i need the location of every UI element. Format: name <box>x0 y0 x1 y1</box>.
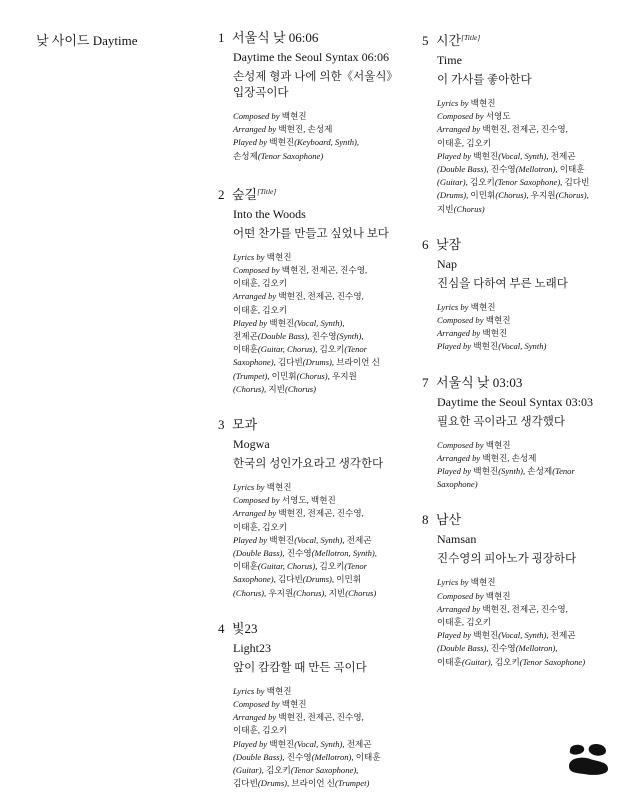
credit-line <box>233 370 408 383</box>
credit-role: (Mellotron), <box>515 643 558 654</box>
tracklist-column-right <box>422 29 622 689</box>
credit-line <box>233 587 408 600</box>
credit-role: (Double Bass), <box>233 548 285 559</box>
credit-name: 진수영 <box>284 751 312 762</box>
credit-name: 백현진 <box>471 341 499 352</box>
credit-name: 백현진, 전제곤, 진수영, <box>279 265 368 276</box>
credit-name: 진수영 <box>309 331 337 342</box>
credit-name: 이태훈 <box>437 656 462 667</box>
credit-role: (Guitar, Chorus), <box>257 561 318 572</box>
track-title-english: Namsan <box>437 532 477 547</box>
track-credits <box>437 301 622 354</box>
credit-role: (Synth), <box>498 466 526 477</box>
credit-line <box>233 573 408 586</box>
credit-name: 손성제 <box>525 466 553 477</box>
track-3 <box>218 416 408 600</box>
credit-role: (Vocal, Synth) <box>498 341 547 352</box>
track-credits <box>233 685 408 791</box>
credit-name: 백현진 <box>264 685 292 696</box>
credit-line <box>233 711 408 724</box>
credit-role: Arranged by <box>233 124 277 135</box>
track-number: 7 <box>422 374 429 390</box>
track-number: 2 <box>218 186 225 202</box>
credit-line <box>437 110 622 123</box>
credit-name: 백현진 <box>480 328 508 339</box>
title-track-tag: [Title] <box>257 186 277 196</box>
track-title-line <box>422 374 622 391</box>
credit-line <box>437 301 622 314</box>
credit-role: (Guitar), <box>437 177 468 188</box>
credit-name: 이태훈 <box>557 164 585 175</box>
credit-line <box>233 290 408 303</box>
credit-line <box>233 251 408 264</box>
title-track-tag: [Title] <box>461 33 481 42</box>
credit-line <box>233 264 408 277</box>
credit-name: 전제곤 <box>548 150 576 161</box>
credit-line <box>233 277 408 290</box>
credit-role: Played by <box>233 137 268 148</box>
credit-name: 전제곤 <box>233 331 258 342</box>
track-number: 3 <box>218 417 225 433</box>
credit-role: Saxophone), <box>233 574 276 585</box>
credit-line <box>437 150 622 163</box>
track-number: 4 <box>218 620 225 636</box>
credit-role: Lyrics by <box>233 251 265 262</box>
credit-name: 김다빈 <box>233 778 258 789</box>
credit-name: 이민휘 <box>468 190 496 201</box>
credit-name: 진수영 <box>488 643 516 654</box>
credit-role: (Chorus) <box>345 587 377 598</box>
credit-role: (Guitar), <box>233 765 264 776</box>
credit-name: 이태훈 <box>353 751 381 762</box>
credit-role: (Drums), <box>302 357 335 368</box>
credit-name: 이태훈, 김오키 <box>233 278 288 289</box>
credit-line <box>233 534 408 547</box>
credit-line <box>233 494 408 507</box>
credit-line <box>233 507 408 520</box>
credit-name: 서영도, 백현진 <box>279 495 336 506</box>
credit-name: 김오키 <box>467 177 495 188</box>
credit-name: 백현진 <box>468 98 496 108</box>
credit-name: 김다빈 <box>275 357 303 368</box>
track-title-line <box>218 183 408 203</box>
credit-line <box>437 137 622 150</box>
track-7 <box>422 374 622 492</box>
credit-line <box>437 340 622 353</box>
track-1 <box>218 29 408 163</box>
credit-role: (Double Bass), <box>233 751 285 762</box>
credit-role: (Vocal, Synth), <box>294 738 345 749</box>
track-note: 진수영의 피아노가 굉장하다 <box>437 553 577 566</box>
track-title-english: Time <box>437 53 462 67</box>
track-title: 모과 <box>232 417 258 433</box>
side-title: 낮 사이드 Daytime <box>36 33 138 48</box>
credit-name: 백현진 <box>267 738 295 749</box>
credit-name: 백현진 <box>468 301 496 312</box>
credit-line <box>233 521 408 534</box>
credit-name: 백현진 <box>483 439 511 450</box>
credit-role: (Double Bass), <box>437 643 489 654</box>
credit-role: (Tenor Saxophone), <box>290 765 359 776</box>
credit-role: Played by <box>233 534 268 545</box>
credit-role: Played by <box>233 738 268 749</box>
credit-line <box>437 163 622 176</box>
credit-name: 백현진, 전제곤, 진수영, <box>480 603 568 614</box>
credit-line <box>233 547 408 560</box>
track-title-line <box>218 620 408 637</box>
credit-role: (Tenor Saxophone) <box>257 150 324 161</box>
credit-role: (Drums), <box>302 574 335 585</box>
credit-name: 이태훈 <box>233 344 258 355</box>
credit-role: Played by <box>437 630 472 641</box>
credit-name: 전제곤 <box>344 534 372 545</box>
credit-role: Composed by <box>233 111 280 121</box>
track-2 <box>218 183 408 396</box>
track-title-line <box>422 236 622 253</box>
credit-role: Lyrics by <box>437 577 469 588</box>
credit-role: (Vocal, Synth), <box>498 630 549 641</box>
credit-role: Composed by <box>233 495 280 506</box>
credit-role: (Mellotron), <box>311 751 354 762</box>
track-credits <box>437 576 622 668</box>
credit-role: (Drums), <box>437 190 469 201</box>
credit-name: 백현진 <box>267 137 295 148</box>
credit-name: 우지원 <box>266 587 294 598</box>
credit-name: 이민휘 <box>334 574 362 585</box>
credit-role: Composed by <box>437 590 484 601</box>
credit-role: (Drums), <box>257 778 290 789</box>
tracklist-column-left <box>218 29 408 811</box>
credit-role: (Double Bass), <box>437 164 489 175</box>
credit-name: 전제곤 <box>344 738 372 749</box>
credit-role: (Chorus) <box>284 383 316 394</box>
credit-role: (Chorus), <box>296 370 330 381</box>
track-title-english: Into the Woods <box>233 206 306 221</box>
credit-name: 이민휘 <box>269 370 297 381</box>
track-title: 서울식 낮 06:06 <box>232 30 319 45</box>
track-number: 1 <box>218 30 225 45</box>
credit-role: (Trumpet) <box>335 778 370 789</box>
credit-name: 백현진 <box>267 534 295 545</box>
credit-name: 백현진 <box>471 466 499 477</box>
credit-name: 백현진 <box>264 482 292 493</box>
credit-name: 백현진 <box>279 111 307 121</box>
credit-role: Composed by <box>233 699 280 710</box>
credit-line <box>233 136 408 149</box>
credit-name: 백현진 <box>267 317 295 328</box>
track-title-english: Light23 <box>233 640 271 655</box>
credit-role: Arranged by <box>233 508 277 519</box>
credit-name: 김다빈 <box>275 574 303 585</box>
credit-name: 백현진, 손성제 <box>480 452 537 463</box>
track-title-line <box>218 29 408 46</box>
credit-name: 우지원 <box>329 370 357 381</box>
credit-role: (Double Bass), <box>257 331 310 342</box>
credit-role: (Chorus), <box>495 190 529 201</box>
track-credits <box>437 439 622 492</box>
track-title: 서울식 낮 03:03 <box>436 374 523 390</box>
credit-name: 김오키 <box>317 561 345 572</box>
credit-role: Arranged by <box>437 452 481 463</box>
credit-role: Arranged by <box>437 124 481 135</box>
credit-name: 이태훈, 김오키 <box>233 725 288 736</box>
credit-role: Arranged by <box>233 712 277 723</box>
track-credits <box>233 110 408 163</box>
credit-line <box>233 383 408 396</box>
credit-name: 백현진 <box>483 590 511 601</box>
credit-line <box>233 698 408 711</box>
credit-line <box>233 317 408 330</box>
track-note: 진심을 다하여 부른 노래다 <box>437 277 568 290</box>
credit-line <box>437 576 622 589</box>
credit-role: (Chorus), <box>555 190 589 201</box>
track-note: 한국의 성인가요라고 생각한다 <box>233 458 384 471</box>
credit-name: 백현진, 전제곤, 진수영, <box>480 124 568 135</box>
credit-name: 백현진 <box>471 630 499 641</box>
track-4 <box>218 620 408 791</box>
credit-role: (Vocal, Synth), <box>294 534 345 545</box>
credit-name: 백현진, 손성제 <box>276 124 333 135</box>
credit-line <box>233 123 408 136</box>
credit-line <box>233 738 408 751</box>
track-title: 시간 <box>436 33 462 48</box>
credit-role: Played by <box>437 466 472 477</box>
credit-name: 백현진 <box>483 315 511 326</box>
track-8 <box>422 511 622 668</box>
track-number: 8 <box>422 512 429 528</box>
credit-line <box>233 685 408 698</box>
credit-name: 김오키 <box>492 656 520 667</box>
track-title-line <box>422 29 622 49</box>
track-number: 6 <box>422 236 429 252</box>
credit-line <box>233 777 408 790</box>
credit-line <box>437 327 622 340</box>
credit-role: Lyrics by <box>233 482 265 493</box>
credit-name: 손성제 <box>233 150 258 161</box>
track-note: 앞이 캄캄할 때 만든 곡이다 <box>233 661 367 674</box>
credit-name: 전제곤 <box>548 630 576 641</box>
credit-role: Composed by <box>437 315 484 326</box>
credit-role: Composed by <box>233 265 280 276</box>
credit-role: Played by <box>437 150 472 161</box>
credit-line <box>233 724 408 737</box>
credit-name: 김오키 <box>317 344 345 355</box>
credit-line <box>233 150 408 163</box>
credit-name: 백현진 <box>468 577 496 588</box>
credit-role: (Tenor <box>344 561 368 572</box>
credit-name: 백현진, 전제곤, 진수영, <box>276 508 364 519</box>
track-note: 손성제 형과 나에 의한《서울식》 입장곡이다 <box>233 71 398 99</box>
track-credits <box>233 251 408 396</box>
credit-name: 이태훈, 김오키 <box>233 304 288 315</box>
credit-name: 이태훈, 김오키 <box>437 137 492 148</box>
credit-role: (Tenor <box>552 466 575 477</box>
credit-name: 진수영 <box>284 548 312 559</box>
credit-role: (Trumpet), <box>233 370 270 381</box>
credit-role: (Mellotron, Synth), <box>311 548 377 559</box>
credit-role: Lyrics by <box>437 301 469 312</box>
credit-line <box>437 629 622 642</box>
credit-name: 지빈 <box>437 203 454 214</box>
credit-line <box>437 123 622 136</box>
credit-role: Lyrics by <box>437 98 469 108</box>
credit-line <box>437 478 622 491</box>
credit-line <box>437 452 622 465</box>
credit-line <box>437 642 622 655</box>
credit-line <box>233 110 408 123</box>
track-6 <box>422 236 622 354</box>
blob-logo-icon <box>566 742 610 776</box>
credit-name: 진수영 <box>488 164 516 175</box>
credit-name: 백현진 <box>471 150 499 161</box>
credit-line <box>233 356 408 369</box>
credit-role: Arranged by <box>437 328 481 339</box>
credit-role: (Vocal, Synth), <box>498 150 549 161</box>
credit-name: 지빈 <box>326 587 346 598</box>
track-note: 필요한 곡이라고 생각했다 <box>437 415 565 428</box>
credit-line <box>233 560 408 573</box>
track-note: 이 가사를 좋아한다 <box>437 74 532 86</box>
credit-line <box>233 343 408 356</box>
credit-role: (Guitar, Chorus), <box>257 344 318 355</box>
credit-role: Saxophone) <box>437 479 478 490</box>
credit-line <box>437 439 622 452</box>
credit-line <box>437 616 622 629</box>
credit-line <box>233 304 408 317</box>
credit-role: Played by <box>437 341 472 352</box>
track-title: 빛23 <box>232 620 258 636</box>
credit-name: 이태훈, 김오키 <box>233 521 288 532</box>
track-title-english: Nap <box>437 256 457 271</box>
credit-role: (Chorus), <box>293 587 327 598</box>
credit-role: Played by <box>233 317 268 328</box>
track-title-english: Mogwa <box>233 437 270 452</box>
credit-role: Saxophone), <box>233 357 276 368</box>
credit-role: (Tenor <box>344 344 368 355</box>
credit-line <box>437 189 622 202</box>
credit-line <box>233 764 408 777</box>
credit-name: 백현진 <box>264 251 292 262</box>
track-title-english: Daytime the Seoul Syntax 03:03 <box>437 394 593 409</box>
track-number: 5 <box>422 33 429 48</box>
credit-role: (Guitar), <box>461 656 493 667</box>
track-title-line <box>218 416 408 433</box>
credit-role: (Chorus) <box>453 203 485 214</box>
track-title: 남산 <box>436 512 462 528</box>
credit-name: 이태훈 <box>233 561 258 572</box>
credit-line <box>233 751 408 764</box>
credit-line <box>437 203 622 216</box>
credit-role: (Chorus), <box>233 383 267 394</box>
credit-name: 브라이언 신 <box>334 357 380 368</box>
credit-role: (Synth), <box>336 331 364 342</box>
track-title: 숲길 <box>232 186 258 202</box>
credit-role: (Mellotron), <box>515 164 558 175</box>
credit-name: 브라이언 신 <box>289 778 335 789</box>
credit-role: (Tenor Saxophone) <box>519 656 586 667</box>
credit-role: (Chorus), <box>233 587 267 598</box>
credit-role: Arranged by <box>233 291 277 302</box>
track-title-english: Daytime the Seoul Syntax 06:06 <box>233 50 389 64</box>
credit-name: 이태훈, 김오키 <box>437 617 492 628</box>
credit-role: Lyrics by <box>233 685 265 696</box>
credit-name: 서영도 <box>483 111 511 122</box>
credit-name: 우지원 <box>528 190 556 201</box>
credit-role: (Vocal, Synth), <box>294 317 345 328</box>
credit-role: Composed by <box>437 439 484 450</box>
credit-name: 김오키 <box>263 765 291 776</box>
credit-line <box>437 314 622 327</box>
credit-role: Arranged by <box>437 603 481 614</box>
credit-name: 백현진, 전제곤, 진수영, <box>276 291 364 302</box>
credit-line <box>437 603 622 616</box>
credit-line <box>437 97 622 110</box>
credit-name: 지빈 <box>266 383 285 394</box>
credit-line <box>233 481 408 494</box>
credit-name: 백현진 <box>279 699 307 710</box>
credit-name: 김다빈 <box>562 177 590 188</box>
track-title-line <box>422 511 622 528</box>
credit-name: 백현진, 전제곤, 진수영, <box>276 712 364 723</box>
credit-line <box>437 176 622 189</box>
track-title: 낮잠 <box>436 236 462 252</box>
track-credits <box>437 97 622 216</box>
credit-line <box>437 656 622 669</box>
track-note: 어떤 찬가를 만들고 싶었나 보다 <box>233 227 389 240</box>
credit-role: (Keyboard, Synth), <box>294 137 360 148</box>
credit-role: Composed by <box>437 111 484 122</box>
track-5 <box>422 29 622 216</box>
credit-role: (Tenor Saxophone), <box>494 177 563 188</box>
credit-line <box>233 330 408 343</box>
credit-line <box>437 590 622 603</box>
track-credits <box>233 481 408 600</box>
credit-line <box>437 465 622 478</box>
